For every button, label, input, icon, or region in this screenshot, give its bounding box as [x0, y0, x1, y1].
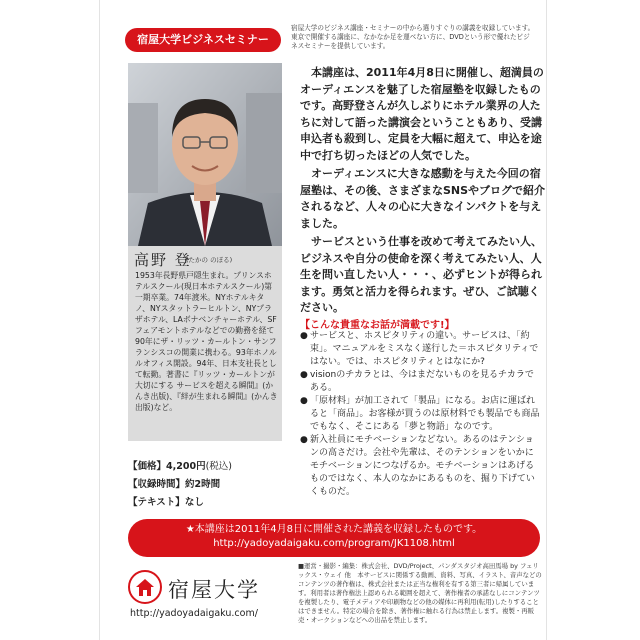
- list-item: ● 新入社員にモチベーションなどない。あるのはテンションの高さだけ。会社や先輩は、そのテンションをいかにモチベーションにつなげるか。モチベーションはあげるものではなく、本人のなかにあるものを、掘り下げていくものだ。: [300, 435, 535, 497]
- speaker-bio: 1953年長野県戸隠生まれ。プリンスホテルスクール(現日本ホテルスクール)第一期卒業。74年渡米。NYホテルキタノ、NYスタットラーヒルトン、NYプラザホテル、LAボナベンチャーホテル、SFフェアモントホテルなどでの勤務を経て90年にザ・リッツ・カールトン・サンフランシスコの開業に携わる。93年ホノルルオフィス開設。94年、日本支社長として転勤。著書に『リッツ・カールトンが大切にする サービスを超える瞬間』(かんき出版)、『絆が生まれる瞬間』(かんき出版)など。: [135, 271, 278, 412]
- brand-logo: [128, 570, 298, 630]
- main-paragraph: 本講座は、2011年4月8日に開催し、超満員のオーディエンスを魅了した宿屋塾を収録したものです。高野登さんが久しぶりにホテル業界の人たちに対して語った講演会ということもあり、受講申込者も殺到し、定員を大幅に超えて、申込を途中で打ち切ったほどの人気でした。: [300, 66, 544, 162]
- main-description: [300, 65, 546, 319]
- bullet-icon: ●: [300, 435, 308, 445]
- list-item: ● サービスと、ホスピタリティの違い。サービスは、「約束」。マニュアルをミスなく遂行した＝ホスピタリティではない。では、ホスピタリティとはなにか?: [300, 331, 539, 367]
- program-link[interactable]: http://yadoyadaigaku.com/program/JK1108.html: [213, 538, 455, 549]
- bullet-icon: ●: [300, 396, 308, 406]
- info-duration: 【収録時間】約2時間: [128, 479, 221, 490]
- house-logo-icon: [128, 570, 162, 604]
- bullet-icon: ●: [300, 370, 308, 380]
- brand-name: 宿屋大学: [168, 578, 260, 602]
- list-item: ● visionのチカラとは、今はまだないものを見るチカラである。: [300, 370, 534, 393]
- recording-notice-text: ★本講座は2011年4月8日に開催された講義を収録したものです。: [185, 524, 483, 535]
- highlights-list: [300, 330, 540, 499]
- speaker-profile: [128, 246, 282, 441]
- bullet-icon: ●: [300, 331, 308, 341]
- speaker-portrait-image: [128, 63, 282, 246]
- series-description: 宿屋大学のビジネス講座・セミナーの中から選りすぐりの講義を収録しています。東京で開催する講座に、なかなか足を運べない方に、DVDという形で優れたビジネスセミナーを提供しています。: [291, 24, 535, 50]
- list-item: ● 「原材料」が加工されて「製品」になる。お店に運ばれると「商品」。お客様が買うのは原材料でも製品でも商品でもなく、そこにある「夢と物語」なのです。: [300, 396, 540, 432]
- website-link[interactable]: http://yadoyadaigaku.com/: [130, 608, 258, 619]
- info-price: 【価格】4,200円(税込): [128, 461, 232, 472]
- speaker-name: 高野 登: [134, 251, 192, 269]
- speaker-photo: [128, 63, 282, 246]
- info-text: 【テキスト】なし: [128, 497, 204, 508]
- product-info: [128, 458, 232, 512]
- main-paragraph: サービスという仕事を改めて考えてみたい人、ビジネスや自分の使命を深く考えてみたい人、人生を問い直したい人・・・、必ずヒントが得られます。勇気と活力を得られます。ぜひ、ご試聴ください。: [300, 235, 542, 314]
- speaker-name-reading: (たかの のぼる): [186, 256, 233, 264]
- series-badge: 宿屋大学ビジネスセミナー: [125, 28, 281, 52]
- credits-copyright: ■運営・撮影・編集：株式会社、DVD/Project、パンダスタジオ高田馬場 by フェリックス・ウェイ 他 本サービスに関係する動画、資料、写真、イラスト、音声などのコンテンツの著作権は、株式会社または正当な権利を有する第三者に帰属しています。利用者は著作権法上認められる範囲を超えて、著作権者の承諾なしにコンテンツを複製したり、電子メディアや印刷物などの他の媒体に再利用(転用)したりすることはできません。特定の場合を除き、著作権に触れる行為は禁止します。複製・再販売・オークションなどへの出品を禁止します。: [298, 562, 542, 624]
- highlights-heading: 【こんな貴重なお話が満載です!】: [300, 320, 455, 331]
- recording-notice: [128, 519, 540, 557]
- main-paragraph: オーディエンスに大きな感動を与えた今回の宿屋塾は、その後、さまざまなSNSやブログで紹介されるなど、人々の心に大きなインパクトを与えました。: [300, 167, 546, 230]
